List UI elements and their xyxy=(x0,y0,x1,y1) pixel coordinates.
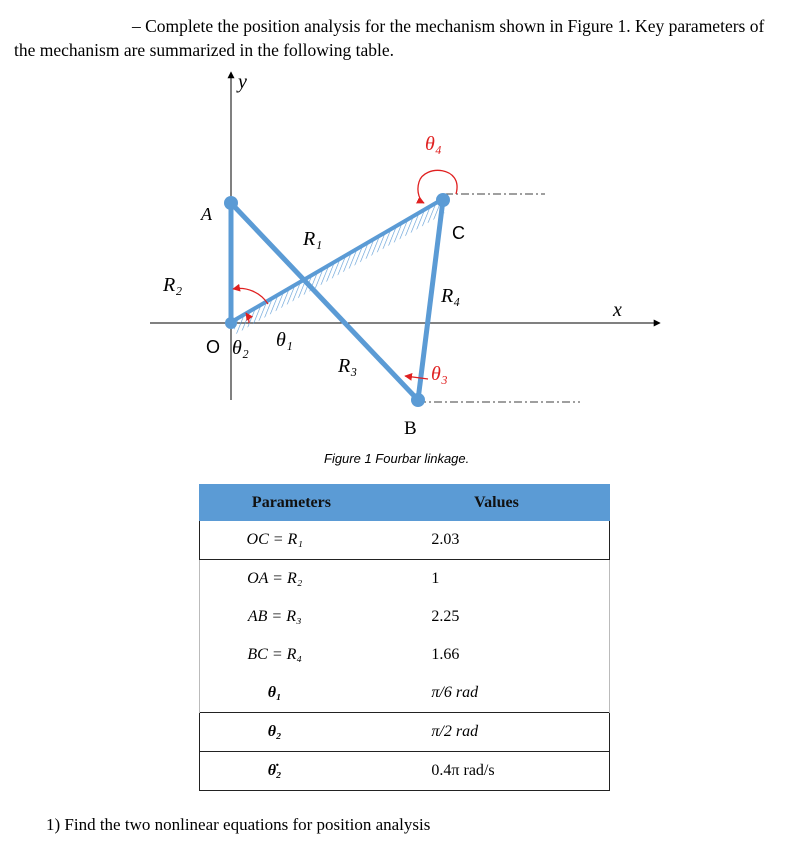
header-parameters: Parameters xyxy=(200,485,384,521)
point-b-label: B xyxy=(404,418,417,439)
link-r1-label: R₁ xyxy=(303,228,323,250)
joint-c xyxy=(436,193,450,207)
value-cell: π/6 rad xyxy=(383,674,609,713)
param-cell: OA = R₂ xyxy=(200,560,384,599)
y-axis-label: y xyxy=(238,71,247,93)
header-values: Values xyxy=(383,485,609,521)
theta1-label: θ₁ xyxy=(276,329,293,351)
table-row xyxy=(200,521,610,560)
joint-o xyxy=(225,317,237,329)
link-r2-label: R₂ xyxy=(163,274,183,296)
question-1: 1) Find the two nonlinear equations for position analysis xyxy=(46,815,431,834)
value-cell: 1.66 xyxy=(383,636,609,674)
table-row xyxy=(200,636,610,674)
param-cell: θ̇₂ xyxy=(200,752,384,791)
table-row xyxy=(200,674,610,713)
value-cell: 2.03 xyxy=(383,521,609,560)
table-row xyxy=(200,752,610,791)
intro-line-2: the mechanism are summarized in the following table. xyxy=(14,40,395,60)
value-cell: π/2 rad xyxy=(383,713,609,752)
ground-link-r1-line xyxy=(233,200,441,321)
joint-a xyxy=(224,196,238,210)
theta3-label: θ₃ xyxy=(431,363,448,385)
param-cell: θ₁ xyxy=(200,674,384,713)
figure-caption: Figure 1 Fourbar linkage. xyxy=(324,451,470,466)
parameters-table xyxy=(199,484,610,791)
link-r3-label: R₃ xyxy=(338,355,358,377)
joint-b xyxy=(411,393,425,407)
x-axis-label: x xyxy=(613,299,622,321)
param-cell: θ₂ xyxy=(200,713,384,752)
value-cell: 1 xyxy=(383,560,609,599)
param-cell: BC = R₄ xyxy=(200,636,384,674)
param-cell: AB = R₃ xyxy=(200,598,384,636)
theta4-label: θ₄ xyxy=(425,133,442,155)
value-cell: 2.25 xyxy=(383,598,609,636)
param-cell: OC = R₁ xyxy=(200,521,384,560)
table-row xyxy=(200,560,610,599)
point-a-label: A xyxy=(201,204,212,224)
intro-line-1: – Complete the position analysis for the mechanism shown in Figure 1. Key parameters of xyxy=(132,16,765,36)
table-row xyxy=(200,598,610,636)
table-row xyxy=(200,713,610,752)
angle-arrow-theta3 xyxy=(405,376,428,379)
point-o-label: O xyxy=(206,337,221,357)
point-c-label: C xyxy=(452,223,465,243)
theta2-label: θ₂ xyxy=(232,337,249,359)
value-cell: 0.4π rad/s xyxy=(383,752,609,791)
link-r4-label: R₄ xyxy=(441,285,461,307)
table-header-row xyxy=(200,485,610,521)
